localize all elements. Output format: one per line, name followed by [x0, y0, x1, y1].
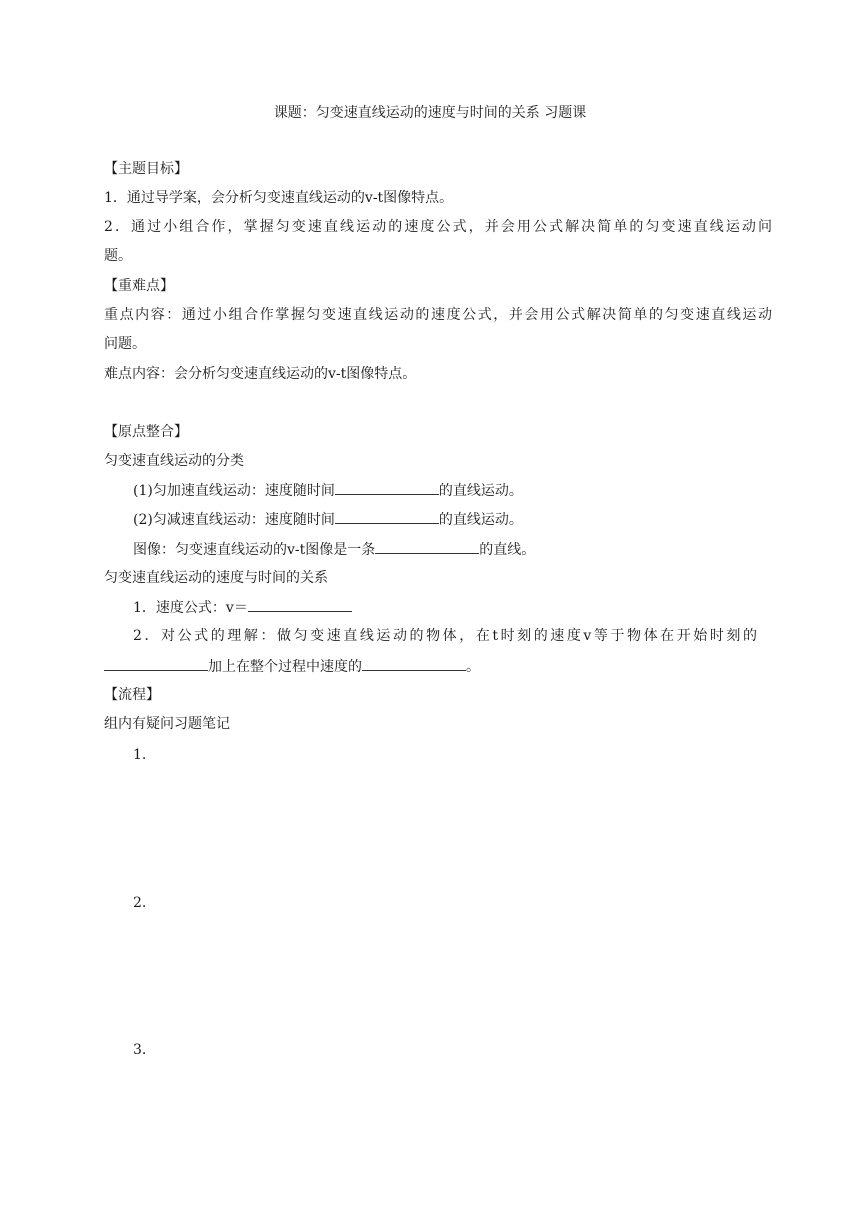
goal-item-1: 1．通过导学案，会分析匀变速直线运动的v-t图像特点。 [104, 190, 454, 206]
decelerated-motion-item [133, 509, 523, 530]
accelerated-blank [335, 480, 439, 495]
decelerated-prefix: (2)匀减速直线运动：速度随时间 [133, 512, 335, 528]
goal-item-2-line-1: 2．通过小组合作，掌握匀变速直线运动的速度公式，并会用公式解决简单的匀变速直线运动问 [104, 219, 772, 235]
note-number-2: 2. [133, 895, 147, 911]
classification-title: 匀变速直线运动的分类 [104, 453, 244, 469]
note-number-1: 1. [133, 747, 147, 763]
graph-prefix: 图像：匀变速直线运动的v-t图像是一条 [133, 542, 376, 558]
understanding-line-2 [104, 656, 480, 677]
understanding-line-1: 2．对公式的理解：做匀变速直线运动的物体，在t时刻的速度v等于物体在开始时刻的 [133, 628, 757, 644]
process-heading: 【流程】 [104, 687, 160, 703]
notes-title: 组内有疑问习题笔记 [104, 716, 230, 732]
key-content-line-2: 问题。 [104, 336, 146, 352]
integration-heading: 【原点整合】 [104, 424, 188, 440]
goals-heading: 【主题目标】 [104, 161, 188, 177]
goal-item-2-line-2: 题。 [104, 248, 132, 264]
formula-blank [248, 597, 352, 612]
formula-prefix: 1．速度公式：v＝ [133, 600, 248, 616]
page-title: 课题：匀变速直线运动的速度与时间的关系 习题课 [273, 105, 587, 121]
key-points-heading: 【重难点】 [104, 278, 174, 294]
difficult-content: 难点内容：会分析匀变速直线运动的v-t图像特点。 [104, 366, 417, 382]
understanding-end: 。 [466, 659, 480, 675]
note-number-3: 3. [133, 1042, 147, 1058]
accelerated-suffix: 的直线运动。 [438, 483, 523, 499]
initial-velocity-blank [104, 656, 208, 671]
key-content-line-1: 重点内容：通过小组合作掌握匀变速直线运动的速度公式，并会用公式解决简单的匀变速直线运动 [104, 307, 772, 323]
decelerated-blank [335, 509, 439, 524]
graph-item [133, 539, 535, 560]
understanding-mid: 加上在整个过程中速度的 [208, 659, 362, 675]
velocity-change-blank [362, 656, 466, 671]
accelerated-prefix: (1)匀加速直线运动：速度随时间 [133, 483, 335, 499]
graph-suffix: 的直线。 [479, 542, 536, 558]
decelerated-suffix: 的直线运动。 [438, 512, 523, 528]
accelerated-motion-item [133, 480, 523, 501]
relation-title: 匀变速直线运动的速度与时间的关系 [104, 570, 328, 586]
graph-blank [375, 539, 479, 554]
velocity-formula-item [133, 597, 352, 618]
